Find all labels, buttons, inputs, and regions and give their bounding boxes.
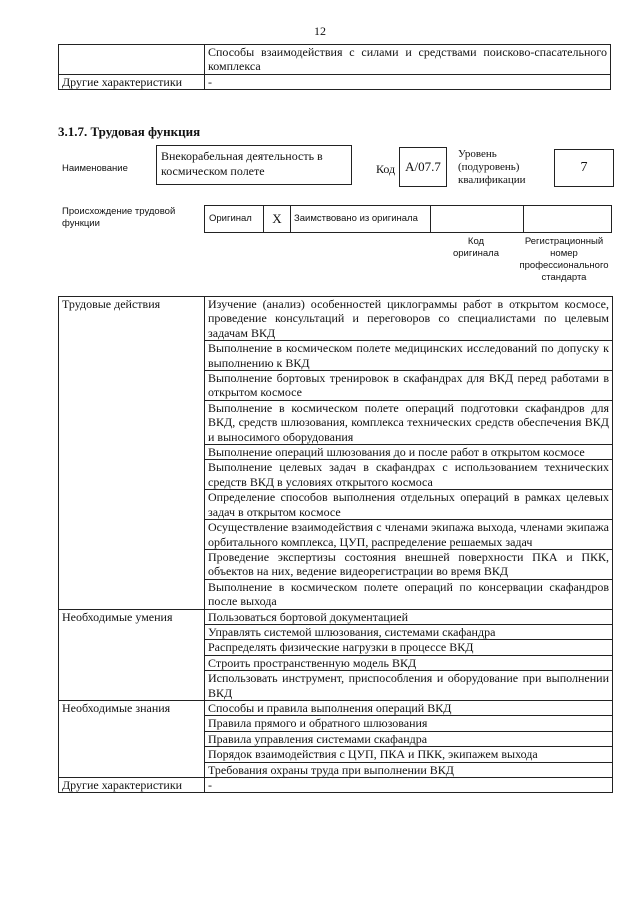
requirement-item: Выполнение в космическом полете операций по консервации скафандров после выхода: [205, 579, 613, 609]
row-value: -: [205, 74, 611, 89]
origin-mark: X: [264, 206, 291, 232]
qualification-level-box: 7: [554, 149, 614, 187]
requirement-item: Распределять физические нагрузки в процессе ВКД: [205, 640, 613, 655]
requirement-item: Выполнение в космическом полете медицинских исследований по допуску к выполнению к ВКД: [205, 341, 613, 371]
table-row: [59, 778, 613, 793]
section-heading: 3.1.7. Трудовая функция: [58, 124, 201, 139]
section-title: Необходимые умения: [59, 609, 205, 700]
requirement-item: Способы и правила выполнения операций ВКД: [205, 700, 613, 715]
requirement-item: Осуществление взаимодействия с членами экипажа выхода, членами экипажа орбитального комплекса, ЦУП, распределение решаемых задач: [205, 520, 613, 550]
requirement-item: Проведение экспертизы состояния внешней поверхности ПКА и ПКК, объектов на них, ведение видеорегистрации во время ВКД: [205, 549, 613, 579]
level-label: Уровень (подуровень) квалификации: [458, 148, 526, 186]
origin-row: [204, 205, 612, 233]
table-row: [59, 700, 613, 715]
row-label: [59, 45, 205, 75]
registration-number-cell: [524, 206, 611, 232]
function-name-box: Внекорабельная деятельность в космическом полете: [156, 145, 352, 185]
table-row: [59, 609, 613, 624]
section-title: Необходимые знания: [59, 700, 205, 777]
code-label: Код: [376, 162, 396, 176]
caption-registration-number: Регистрационный номер профессионального стандарта: [519, 236, 609, 283]
requirement-item: Определение способов выполнения отдельных операций в рамках целевых задач в открытом космосе: [205, 490, 613, 520]
requirement-item: Порядок взаимодействия с ЦУП, ПКА и ПКК, экипажем выхода: [205, 747, 613, 762]
origin-borrowed-label: Заимствовано из оригинала: [291, 206, 431, 232]
requirement-item: Выполнение целевых задач в скафандрах с использованием технических средств ВКД в условиях открытого космоса: [205, 460, 613, 490]
page-number: 12: [314, 24, 326, 38]
requirement-item: Требования охраны труда при выполнении ВКД: [205, 762, 613, 777]
requirement-item: Выполнение в космическом полете операций подготовки скафандров для ВКД, средств шлюзования, комплекса технических средств обеспечения ВКД и выносимого оборудования: [205, 400, 613, 444]
previous-function-table: [58, 44, 611, 90]
function-details-table: [58, 296, 613, 793]
requirement-item: -: [205, 778, 613, 793]
requirement-item: Строить пространственную модель ВКД: [205, 655, 613, 670]
section-title: Трудовые действия: [59, 297, 205, 610]
row-label: Другие характеристики: [59, 74, 205, 89]
row-value: Способы взаимодействия с силами и средствами поисково-спасательного комплекса: [205, 45, 611, 75]
original-code-cell: [431, 206, 524, 232]
table-row: [59, 297, 613, 341]
section-title: Другие характеристики: [59, 778, 205, 793]
function-code-box: А/07.7: [399, 147, 447, 187]
name-label: Наименование: [62, 163, 128, 174]
table-row: [59, 45, 611, 75]
requirement-item: Управлять системой шлюзования, системами скафандра: [205, 624, 613, 639]
requirement-item: Изучение (анализ) особенностей циклограммы работ в открытом космосе, проведение консультаций и переговоров со специалистами по целевым задачам ВКД: [205, 297, 613, 341]
table-row: [59, 74, 611, 89]
origin-label: Происхождение трудовой функции: [62, 206, 176, 229]
requirement-item: Выполнение бортовых тренировок в скафандрах для ВКД перед работами в открытом космосе: [205, 371, 613, 401]
requirement-item: Правила прямого и обратного шлюзования: [205, 716, 613, 731]
requirement-item: Выполнение операций шлюзования до и после работ в открытом космосе: [205, 445, 613, 460]
origin-original-label: Оригинал: [205, 206, 264, 232]
requirement-item: Пользоваться бортовой документацией: [205, 609, 613, 624]
caption-original-code: Код оригинала: [452, 236, 499, 259]
requirement-item: Использовать инструмент, приспособления и оборудование при выполнении ВКД: [205, 671, 613, 701]
requirement-item: Правила управления системами скафандра: [205, 731, 613, 746]
